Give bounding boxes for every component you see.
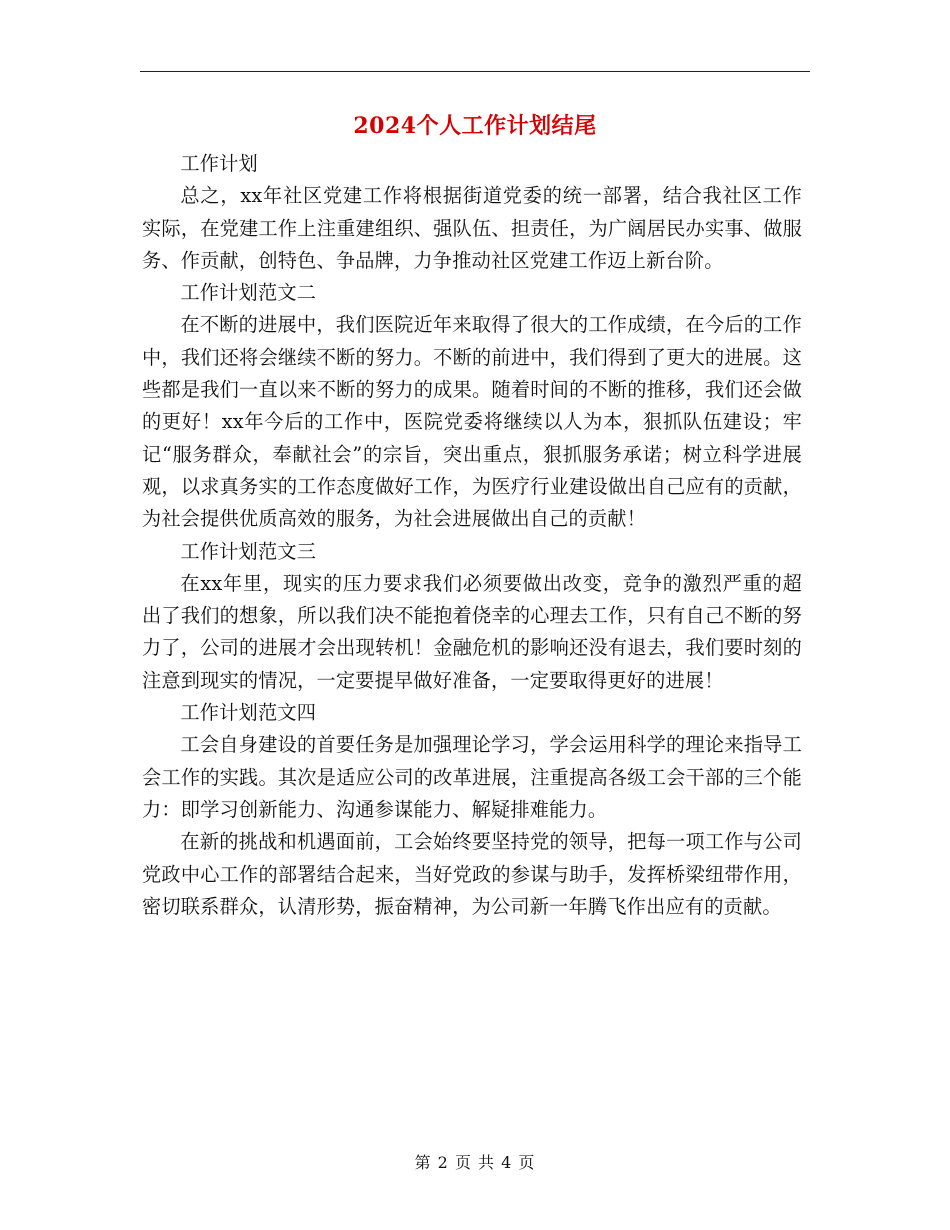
section-heading: 工作计划范文二 xyxy=(180,281,317,305)
body-paragraph: 在新的挑战和机遇面前，工会始终要坚持党的领导，把每一项工作与公司党政中心工作的部署结合起来，当好党政的参谋与助手，发挥桥梁纽带作用，密切联系群众，认清形势，振奋精神，为公司新一年腾飞作出应有的贡献。 xyxy=(142,830,802,918)
body-paragraph: 在不断的进展中，我们医院近年来取得了很大的工作成绩，在今后的工作中，我们还将会继续不断的努力。不断的前进中，我们得到了更大的进展。这些都是我们一直以来不断的努力的成果。随着时间的不断的推移，我们还会做的更好！xx年今后的工作中，医院党委将继续以人为本，狠抓队伍建设；牢记“服务群众，奉献社会”的宗旨，突出重点，狠抓服务承诺；树立科学进展观，以求真务实的工作态度做好工作，为医疗行业建设做出自己应有的贡献，为社会提供优质高效的服务，为社会进展做出自己的贡献！ xyxy=(142,313,802,531)
header-rule xyxy=(140,71,810,72)
document-title: 2024个人工作计划结尾 xyxy=(353,113,597,139)
section-heading: 工作计划 xyxy=(180,152,258,175)
section-heading: 工作计划范文三 xyxy=(180,539,317,563)
body-paragraph: 工会自身建设的首要任务是加强理论学习，学会运用科学的理论来指导工会工作的实践。其次是适应公司的改革进展，注重提高各级工会干部的三个能力：即学习创新能力、沟通参谋能力、解疑排难能力。 xyxy=(142,733,802,821)
document-body xyxy=(142,148,802,923)
section-heading: 工作计划范文四 xyxy=(180,701,317,725)
body-paragraph: 总之，xx年社区党建工作将根据街道党委的统一部署，结合我社区工作实际，在党建工作上注重建组织、强队伍、担责任，为广阔居民办实事、做服务、作贡献，创特色、争品牌，力争推动社区党建工作迈上新台阶。 xyxy=(142,184,802,272)
body-paragraph: 在xx年里，现实的压力要求我们必须要做出改变，竞争的激烈严重的超出了我们的想象，所以我们决不能抱着侥幸的心理去工作，只有自己不断的努力了，公司的进展才会出现转机！金融危机的影响还没有退去，我们要时刻的注意到现实的情况，一定要提早做好准备，一定要取得更好的进展！ xyxy=(142,571,802,692)
page-number: 第 2 页 共 4 页 xyxy=(414,1153,536,1172)
